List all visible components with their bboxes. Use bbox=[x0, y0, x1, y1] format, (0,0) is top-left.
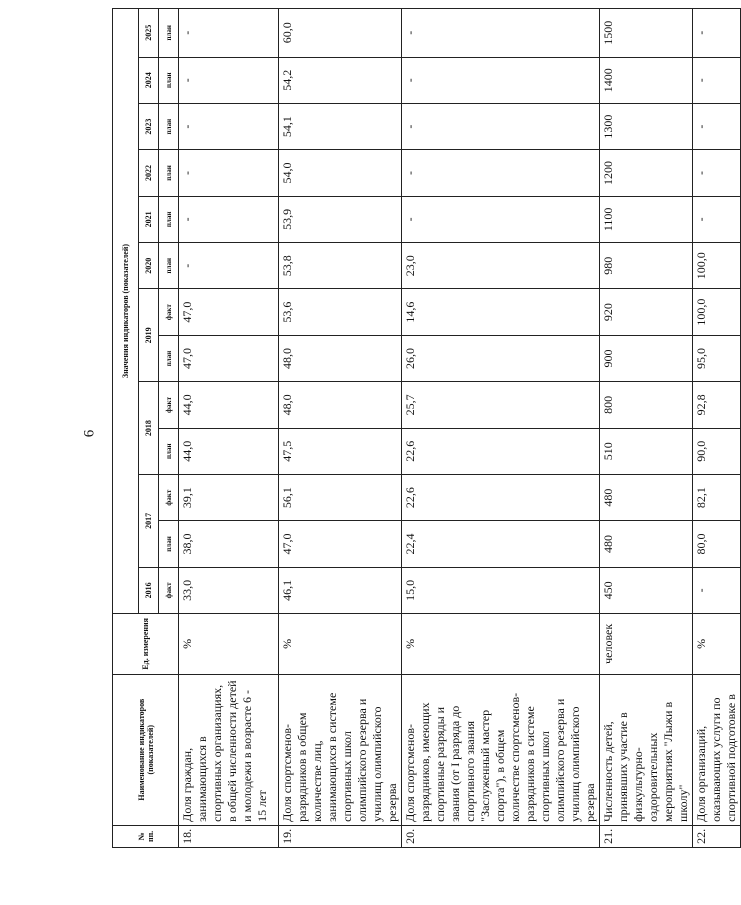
value-cell: 53,6 bbox=[279, 289, 402, 335]
value-cell: 54,2 bbox=[279, 57, 402, 103]
value-cell: 82,1 bbox=[693, 474, 741, 520]
value-cell: 47,0 bbox=[179, 335, 279, 381]
value-cell: - bbox=[693, 103, 741, 149]
value-cell: 450 bbox=[600, 567, 693, 613]
value-cell: - bbox=[693, 196, 741, 242]
value-cell: 25,7 bbox=[402, 382, 600, 428]
value-cell: 1100 bbox=[600, 196, 693, 242]
header-year: 2017 bbox=[139, 474, 159, 567]
header-plan: план bbox=[159, 521, 179, 567]
indicator-name: Доля граждан, занимающихся в спортивных организациях, в общей численности детей и молодежи в возрасте 6 - 15 лет bbox=[179, 674, 279, 825]
indicator-name: Доля организаций, оказывающих услуги по спортивной подготовке в bbox=[693, 674, 741, 825]
value-cell: 510 bbox=[600, 428, 693, 474]
value-cell: - bbox=[179, 57, 279, 103]
value-cell: 39,1 bbox=[179, 474, 279, 520]
value-cell: - bbox=[693, 57, 741, 103]
value-cell: - bbox=[402, 9, 600, 58]
value-cell: 33,0 bbox=[179, 567, 279, 613]
header-fact: факт bbox=[159, 382, 179, 428]
header-unit: Ед. измерения bbox=[113, 614, 179, 675]
row-number: 19. bbox=[279, 825, 402, 847]
value-cell: 22,4 bbox=[402, 521, 600, 567]
value-cell: - bbox=[693, 9, 741, 58]
value-cell: 54,1 bbox=[279, 103, 402, 149]
unit-cell: % bbox=[279, 614, 402, 675]
value-cell: 38,0 bbox=[179, 521, 279, 567]
value-cell: 48,0 bbox=[279, 382, 402, 428]
value-cell: - bbox=[179, 196, 279, 242]
header-plan: план bbox=[159, 57, 179, 103]
value-cell: - bbox=[402, 57, 600, 103]
header-year: 2020 bbox=[139, 243, 159, 289]
value-cell: - bbox=[179, 243, 279, 289]
value-cell: - bbox=[402, 196, 600, 242]
indicator-name: Доля спортсменов-разрядников, имеющих спортивные разряды и звания (от I разряда до спортивного звания "Заслуженный мастер спорта"), в общем количестве спортсменов-разрядников в системе спортивных школ олимпийского резерва и училищ олимпийского резерва bbox=[402, 674, 600, 825]
page-number: 6 bbox=[81, 429, 98, 438]
value-cell: 1300 bbox=[600, 103, 693, 149]
value-cell: 15,0 bbox=[402, 567, 600, 613]
value-cell: 92,8 bbox=[693, 382, 741, 428]
value-cell: 1400 bbox=[600, 57, 693, 103]
header-year: 2024 bbox=[139, 57, 159, 103]
value-cell: 95,0 bbox=[693, 335, 741, 381]
value-cell: 800 bbox=[600, 382, 693, 428]
table-row bbox=[179, 9, 279, 848]
header-year: 2016 bbox=[139, 567, 159, 613]
indicator-name: Доля спортсменов-разрядников в общем количестве лиц, занимающихся в системе спортивных школ олимпийского резерва и училищ олимпийского резерва bbox=[279, 674, 402, 825]
header-plan: план bbox=[159, 150, 179, 196]
value-cell: 1200 bbox=[600, 150, 693, 196]
value-cell: 14,6 bbox=[402, 289, 600, 335]
table-row bbox=[600, 9, 693, 848]
indicators-table bbox=[112, 8, 741, 848]
value-cell: - bbox=[693, 150, 741, 196]
value-cell: 60,0 bbox=[279, 9, 402, 58]
value-cell: 44,0 bbox=[179, 428, 279, 474]
value-cell: 80,0 bbox=[693, 521, 741, 567]
header-plan: план bbox=[159, 103, 179, 149]
value-cell: 56,1 bbox=[279, 474, 402, 520]
table-row bbox=[693, 9, 741, 848]
header-year: 2018 bbox=[139, 382, 159, 475]
value-cell: - bbox=[179, 103, 279, 149]
value-cell: 47,0 bbox=[279, 521, 402, 567]
header-year: 2021 bbox=[139, 196, 159, 242]
header-year: 2022 bbox=[139, 150, 159, 196]
value-cell: - bbox=[179, 9, 279, 58]
value-cell: 100,0 bbox=[693, 243, 741, 289]
table-body bbox=[179, 9, 741, 848]
header-fact: факт bbox=[159, 567, 179, 613]
value-cell: 44,0 bbox=[179, 382, 279, 428]
value-cell: 54,0 bbox=[279, 150, 402, 196]
table-row bbox=[402, 9, 600, 848]
row-number: 22. bbox=[693, 825, 741, 847]
header-fact: факт bbox=[159, 289, 179, 335]
header-values: Значения индикаторов (показателей) bbox=[113, 9, 139, 614]
value-cell: 47,5 bbox=[279, 428, 402, 474]
unit-cell: % bbox=[693, 614, 741, 675]
table-row bbox=[279, 9, 402, 848]
unit-cell: человек bbox=[600, 614, 693, 675]
header-name: Наименование индикаторов (показателей) bbox=[113, 674, 179, 825]
value-cell: - bbox=[402, 103, 600, 149]
header-year: 2019 bbox=[139, 289, 159, 382]
value-cell: 53,8 bbox=[279, 243, 402, 289]
value-cell: 22,6 bbox=[402, 474, 600, 520]
value-cell: - bbox=[693, 567, 741, 613]
header-year: 2025 bbox=[139, 9, 159, 58]
value-cell: - bbox=[179, 150, 279, 196]
header-plan: план bbox=[159, 196, 179, 242]
rotated-table-container bbox=[112, 8, 738, 848]
value-cell: 22,6 bbox=[402, 428, 600, 474]
value-cell: 23,0 bbox=[402, 243, 600, 289]
row-number: 20. bbox=[402, 825, 600, 847]
value-cell: 48,0 bbox=[279, 335, 402, 381]
value-cell: 1500 bbox=[600, 9, 693, 58]
header-year: 2023 bbox=[139, 103, 159, 149]
indicator-name: Численность детей, принявших участие в физкультурно-оздоровительных мероприятиях "Лыжи в школу" bbox=[600, 674, 693, 825]
value-cell: 90,0 bbox=[693, 428, 741, 474]
value-cell: 46,1 bbox=[279, 567, 402, 613]
header-fact: факт bbox=[159, 474, 179, 520]
value-cell: 100,0 bbox=[693, 289, 741, 335]
row-number: 18. bbox=[179, 825, 279, 847]
unit-cell: % bbox=[179, 614, 279, 675]
header-num: № пп. bbox=[113, 825, 179, 847]
value-cell: 26,0 bbox=[402, 335, 600, 381]
value-cell: 480 bbox=[600, 474, 693, 520]
header-plan: план bbox=[159, 335, 179, 381]
value-cell: - bbox=[402, 150, 600, 196]
header-plan: план bbox=[159, 9, 179, 58]
value-cell: 47,0 bbox=[179, 289, 279, 335]
unit-cell: % bbox=[402, 614, 600, 675]
value-cell: 480 bbox=[600, 521, 693, 567]
value-cell: 900 bbox=[600, 335, 693, 381]
row-number: 21. bbox=[600, 825, 693, 847]
header-plan: план bbox=[159, 243, 179, 289]
header-plan: план bbox=[159, 428, 179, 474]
value-cell: 920 bbox=[600, 289, 693, 335]
value-cell: 980 bbox=[600, 243, 693, 289]
value-cell: 53,9 bbox=[279, 196, 402, 242]
